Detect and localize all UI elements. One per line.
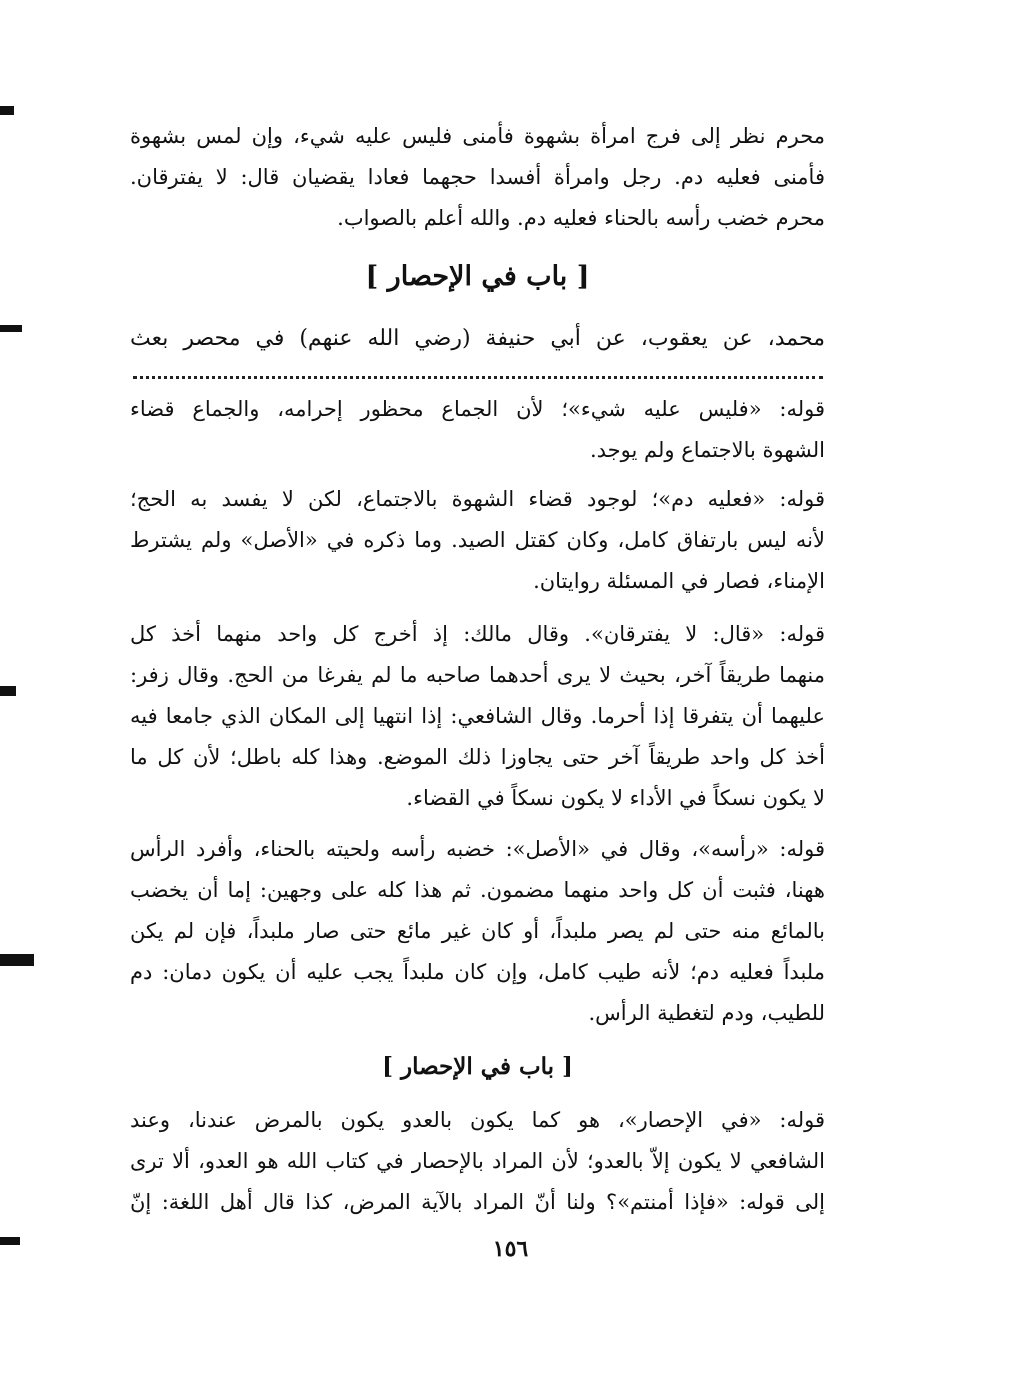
scan-mark — [0, 686, 16, 696]
text-line: الإمناء، فصار في المسئلة روايتان. — [533, 569, 825, 593]
dotted-separator — [133, 372, 823, 379]
text-line: أخذ كل واحد طريقاً آخر حتى يجاوزا ذلك الموضع. وهذا كله باطل؛ لأن كل ما — [130, 745, 825, 769]
text-line: للطيب، ودم لتغطية الرأس. — [588, 1001, 825, 1025]
text-line: منهما طريقاً آخر، بحيث لا يرى أحدهما صاحبه ما لم يفرغا من الحج. وقال زفر: — [130, 663, 825, 687]
section-heading: [ باب في الإحصار ] — [382, 1053, 573, 1080]
chapter-heading: [ باب في الإحصار ] — [365, 261, 590, 292]
text-line: الشافعي لا يكون إلاّ بالعدو؛ لأن المراد بالإحصار في كتاب الله هو العدو، ألا ترى — [130, 1149, 825, 1173]
text-line: قوله: «فعليه دم»؛ لوجود قضاء الشهوة بالاجتماع، لكن لا يفسد به الحج؛ — [130, 487, 825, 511]
commentary-paragraph — [130, 389, 825, 471]
commentary-paragraph — [130, 614, 825, 819]
scan-mark — [0, 106, 14, 115]
text-line: لأنه ليس بارتفاق كامل، وكان كقتل الصيد. وما ذكره في «الأصل» ولم يشترط — [130, 528, 825, 552]
text-line: محرم خضب رأسه بالحناء فعليه دم. والله أعلم بالصواب. — [337, 206, 825, 230]
chapter-opening — [130, 318, 825, 359]
text-line: قوله: «قال: لا يفترقان». وقال مالك: إذ أخرج كل واحد منهما أخذ كل — [130, 622, 825, 646]
intro-paragraph — [130, 116, 825, 239]
commentary-paragraph — [130, 1100, 825, 1223]
text-line: ههنا، فثبت أن كل واحد منهما مضمون. ثم هذا كله على وجهين: إما أن يخضب — [130, 878, 825, 902]
commentary-paragraph — [130, 479, 825, 602]
text-line: محمد، عن يعقوب، عن أبي حنيفة (رضي الله عنهم) في محصر بعث — [130, 326, 825, 351]
text-line: ملبداً فعليه دم؛ لأنه طيب كامل، وإن كان ملبداً يجب عليه أن يكون دمان: دم — [130, 960, 825, 984]
text-line: قوله: «رأسه»، وقال في «الأصل»: خضبه رأسه ولحيته بالحناء، وأفرد الرأس — [130, 837, 825, 861]
commentary-paragraph — [130, 829, 825, 1034]
text-line: فأمنى فعليه دم. رجل وامرأة أفسدا حجهما فعادا يقضيان قال: لا يفترقان. — [130, 165, 825, 189]
page-number: ١٥٦ — [492, 1236, 529, 1262]
scan-mark — [0, 954, 34, 966]
text-line: الشهوة بالاجتماع ولم يوجد. — [589, 438, 825, 462]
text-line: محرم نظر إلى فرج امرأة بشهوة فأمنى فليس عليه شيء، وإن لمس بشهوة — [130, 124, 825, 148]
text-line: قوله: «فليس عليه شيء»؛ لأن الجماع محظور إحرامه، والجماع قضاء — [130, 397, 825, 421]
text-line: عليهما أن يتفرقا إذا أحرما. وقال الشافعي: إذا انتهيا إلى المكان الذي جامعا فيه — [130, 704, 825, 728]
text-line: بالمائع منه حتى لم يصر ملبداً، أو كان غير مائع حتى صار ملبداً، فإن لم يكن — [130, 919, 825, 943]
scan-mark — [0, 325, 22, 332]
text-line: إلى قوله: «فإذا أمنتم»؟ ولنا أنّ المراد بالآية المرض، كذا قال أهل اللغة: إنّ — [130, 1190, 825, 1214]
text-line: لا يكون نسكاً في الأداء لا يكون نسكاً في القضاء. — [406, 786, 825, 810]
text-line: قوله: «في الإحصار»، هو كما يكون بالعدو يكون بالمرض عندنا، وعند — [130, 1108, 825, 1132]
